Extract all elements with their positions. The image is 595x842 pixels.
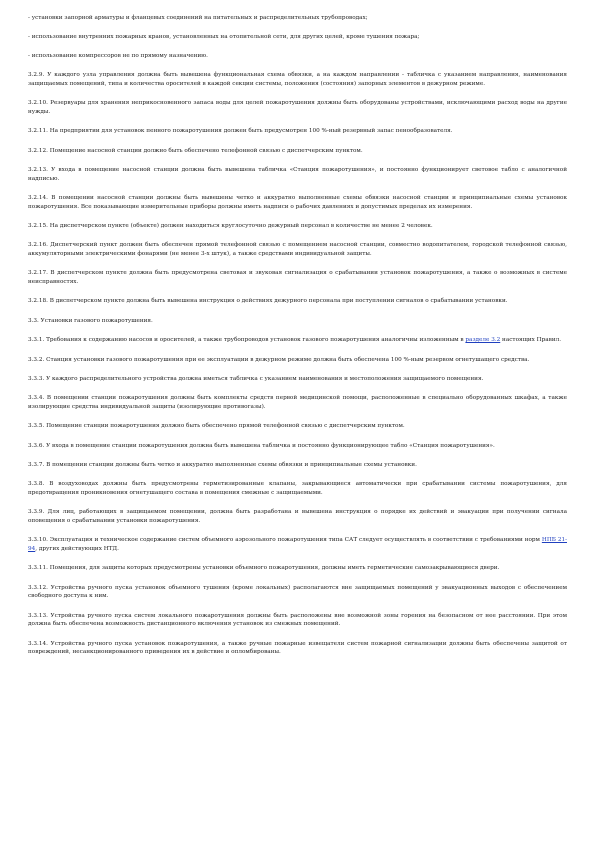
paragraph-text: 3.3.1. Требования к содержанию насосов и оросителей, а также трубопроводов установок газового пожаротушения аналогичны изложенным в (28, 337, 466, 344)
paragraph: 3.3.8. В воздуховодах должны быть предусмотрены герметизированные клапаны, закрывающиеся автоматически при срабатывании системы пожаротушения, для предотвращения проникновения огнетушащего состава в помещения смежные с защищаемыми. (28, 481, 567, 497)
paragraph: 3.2.10. Резервуары для хранения неприкосновенного запаса воды для целей пожаротушения должны быть оборудованы устройствами, исключающими расход воды на другие нужды. (28, 100, 567, 115)
paragraph: 3.3.4. В помещении станции пожаротушения должны быть комплекты средств первой медицинской помощи, расположенные в специально оборудованных шкафах, а также изолирующие средства индивидуальной защиты (изолирующие противогазы). (28, 395, 567, 410)
paragraph: 3.3.3. У каждого распределительного устройства должна иметься табличка с указанием наименования и местоположения защищаемого помещения. (28, 375, 484, 382)
paragraph: 3.2.13. У входа в помещение насосной станции должна быть вывешена табличка «Станция пожаротушения», и постоянно функционирует световое табло с аналогичной надписью. (28, 167, 567, 182)
paragraph: - установки запорной арматуры и фланцевых соединений на питательных и распределительных трубопроводах; (28, 15, 368, 21)
paragraph-text: настоящих Правил. (500, 337, 562, 344)
paragraph: 3.2.12. Помещение насосной станции должно быть обеспечено телефонной связью с диспетчерским пунктом. (28, 147, 363, 154)
paragraph: 3.3. Установки газового пожаротушения. (28, 317, 153, 324)
paragraph: 3.3.12. Устройства ручного пуска установок объемного тушения (кроме локальных) располагаются вне защищаемых помещений у эвакуационных выходов с обеспечением свободного доступа к ним. (28, 584, 567, 600)
paragraph (28, 536, 567, 553)
paragraph: - использование внутренних пожарных кранов, установленных на отопительной сети, для других целей, кроме тушения пожара; (28, 34, 420, 41)
paragraph: 3.3.13. Устройства ручного пуска систем локального пожаротушения должны быть расположены вне возможной зоны горения на безопасном от нее расстоянии. При этом должна быть обеспечена возможность дистанционного включения установок из смежных помещений. (28, 612, 567, 628)
paragraph: 3.3.5. Помещение станции пожаротушения должно быть обеспечено прямой телефонной связью с диспетчерским пунктом. (28, 423, 405, 430)
paragraph-text: , других действующих НТД. (35, 546, 119, 553)
paragraph: - использование компрессоров не по прямому назначению. (28, 53, 208, 60)
paragraph: 3.2.15. На диспетчерском пункте (объекте) должен находиться круглосуточно дежурный персонал в количестве не менее 2 человек. (28, 223, 433, 229)
paragraph: 3.3.7. В помещении станции должны быть четко и аккуратно выполненные схемы обвязки и принципиальные схемы установки. (28, 462, 417, 469)
paragraph: 3.3.11. Помещения, для защиты которых предусмотрены установки объемного пожаротушения, должны иметь герметические самозакрывающиеся двери. (28, 565, 500, 572)
paragraph: 3.3.14. Устройства ручного пуска установок пожаротушения, а также ручные пожарные извещатели систем пожарной сигнализации должны быть обеспечены защитой от повреждений, несанкционированного приведения их в действие и опломбированы. (28, 640, 567, 656)
paragraph: 3.2.14. В помещении насосной станции должны быть вывешены четко и аккуратно выполненные схемы обвязки насосной станции и принципиальные схемы установок пожаротушения. Все показывающие измерительные приборы должны иметь надписи о рабочих давлениях и допустимых пределах их измерения. (28, 195, 567, 210)
paragraph: 3.2.16. Диспетчерский пункт должен быть обеспечен прямой телефонной связью с помещением насосной станции, совместно водопитателем, городской телефонной связью, аккумуляторными электрическими фонарями (не менее 3-х штук), а также средствами индивидуальной защиты. (28, 242, 567, 257)
reference-link[interactable]: разделе 3.2 (465, 337, 501, 344)
paragraph: 3.3.9. Для лиц, работающих в защищаемом помещении, должна быть разработана и вывешена инструкция о порядке их действий и эвакуации при получении сигнала оповещения о срабатывании установки пожаротушения. (28, 509, 567, 525)
paragraph: 3.2.11. На предприятии для установок пенного пожаротушения должен быть предусмотрен 100 %-ный резервный запас пенообразователя. (28, 128, 453, 135)
paragraph: 3.2.9. У каждого узла управления должна быть вывешена функциональная схема обвязки, а на каждом направлении - табличка с указанием направления, наименования защищаемых помещений, типа и количества оросителей в каждой секции системы, положения (состояния) запорных элементов в дежурном режиме. (28, 72, 567, 87)
paragraph: 3.3.6. У входа в помещение станции пожаротушения должна быть вывешена табличка и постоянно функционирующее табло «Станция пожаротушения». (28, 442, 495, 449)
paragraph-text: 3.3.10. Эксплуатация и техническое содержание систем объемного аэрозольного пожаротушения типа САТ следует осуществлять в соответствии с требованиями норм (28, 537, 542, 544)
reference-link[interactable]: НПБ 21-94 (28, 537, 567, 553)
paragraph: 3.3.2. Станция установки газового пожаротушения при ее эксплуатации в дежурном режиме должна быть обеспечена 100 %-ным резервом огнетушащего средства. (28, 356, 530, 363)
paragraph: 3.2.18. В диспетчерском пункте должна быть вывешена инструкция о действиях дежурного персонала при поступлении сигналов о срабатывании установки. (28, 298, 508, 305)
paragraph (28, 336, 567, 345)
paragraph: 3.2.17. В диспетчерском пункте должна быть предусмотрена световая и звуковая сигнализация о срабатывании установок пожаротушения, а также о возможных в системе неисправностях. (28, 270, 567, 285)
